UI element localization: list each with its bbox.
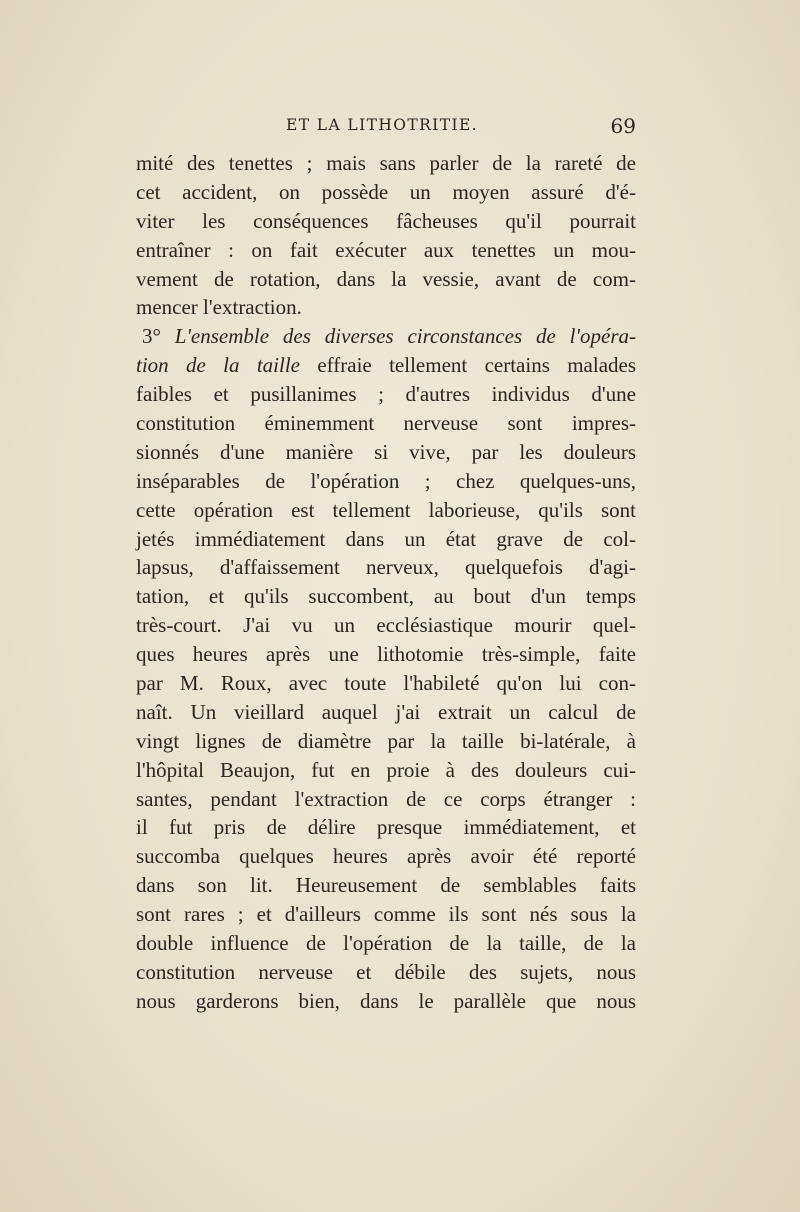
text-segment: mité des tenettes ; mais sans parler de la rareté de xyxy=(136,151,636,175)
text-segment: santes, pendant l'extraction de ce corps étranger : xyxy=(136,786,636,811)
text-line xyxy=(136,438,636,467)
text-line xyxy=(136,727,636,756)
text-segment: constitution éminemment nerveuse sont impres- xyxy=(136,411,636,436)
text-line xyxy=(136,582,636,611)
text-segment: cette opération est tellement laborieuse, qu'ils sont xyxy=(136,497,636,522)
text-line xyxy=(136,553,636,582)
italic-text-segment: tion de la taille xyxy=(136,353,301,378)
text-segment: faibles et pusillanimes ; d'autres individus d'une xyxy=(136,382,636,407)
text-segment: l'hôpital Beaujon, fut en proie à des douleurs cui- xyxy=(136,757,636,782)
text-line xyxy=(136,611,636,640)
text-line xyxy=(136,958,636,987)
text-line xyxy=(136,322,636,351)
text-segment: 3° xyxy=(142,324,175,349)
text-line xyxy=(136,265,636,294)
text-line xyxy=(136,929,636,958)
text-line xyxy=(136,178,636,207)
text-line xyxy=(136,380,636,409)
text-line xyxy=(136,496,636,525)
text-line xyxy=(136,756,636,785)
text-segment: cet accident, on possède un moyen assuré d'é- xyxy=(136,179,636,204)
text-line xyxy=(136,467,636,496)
text-segment: il fut pris de délire presque immédiatement, et xyxy=(136,815,636,840)
page-number: 69 xyxy=(610,114,636,138)
text-line xyxy=(136,293,636,322)
text-segment: mencer l'extraction. xyxy=(136,295,302,320)
text-line xyxy=(136,987,636,1016)
text-segment: tation, et qu'ils succombent, au bout d'un temps xyxy=(136,584,636,609)
text-segment: par M. Roux, avec toute l'habileté qu'on lui con- xyxy=(136,671,636,696)
text-line xyxy=(136,351,636,380)
text-line xyxy=(136,207,636,236)
text-line xyxy=(136,842,636,871)
text-segment: très-court. J'ai vu un ecclésiastique mourir quel- xyxy=(136,613,636,638)
text-segment: sont rares ; et d'ailleurs comme ils sont nés sous la xyxy=(136,902,636,927)
body-text xyxy=(136,149,636,1016)
italic-text-segment: L'ensemble des diverses circonstances de l'opéra- xyxy=(174,324,636,349)
text-segment: nous garderons bien, dans le parallèle que nous xyxy=(136,988,636,1013)
text-segment: jetés immédiatement dans un état grave de col- xyxy=(136,526,636,551)
text-line xyxy=(136,871,636,900)
text-segment: sionnés d'une manière si vive, par les douleurs xyxy=(136,439,636,464)
text-segment: entraîner : on fait exécuter aux tenettes un mou- xyxy=(136,237,636,262)
running-head: ET LA LITHOTRITIE. xyxy=(286,116,479,134)
text-line xyxy=(136,900,636,929)
text-segment: vingt lignes de diamètre par la taille bi-latérale, à xyxy=(136,728,636,753)
text-segment: lapsus, d'affaissement nerveux, quelquefois d'agi- xyxy=(136,555,636,580)
text-segment: succomba quelques heures après avoir été reporté xyxy=(136,844,636,869)
page-header xyxy=(136,116,636,144)
text-line xyxy=(136,409,636,438)
text-segment: ques heures après une lithotomie très-simple, faite xyxy=(136,642,636,667)
text-segment: double influence de l'opération de la taille, de la xyxy=(136,931,636,956)
text-line xyxy=(136,669,636,698)
text-segment: vement de rotation, dans la vessie, avant de com- xyxy=(136,266,636,291)
text-segment: viter les conséquences fâcheuses qu'il pourrait xyxy=(136,208,636,233)
text-segment: dans son lit. Heureusement de semblables faits xyxy=(136,873,636,898)
text-line xyxy=(136,149,636,178)
text-line xyxy=(136,813,636,842)
text-segment: naît. Un vieillard auquel j'ai extrait un calcul de xyxy=(136,699,636,724)
text-segment: constitution nerveuse et débile des sujets, nous xyxy=(136,959,636,984)
text-segment: effraie tellement certains malades xyxy=(300,353,637,378)
text-line xyxy=(136,698,636,727)
text-segment: inséparables de l'opération ; chez quelques-uns, xyxy=(136,468,636,493)
text-line xyxy=(136,525,636,554)
text-line xyxy=(136,785,636,814)
text-line xyxy=(136,236,636,265)
text-line xyxy=(136,640,636,669)
